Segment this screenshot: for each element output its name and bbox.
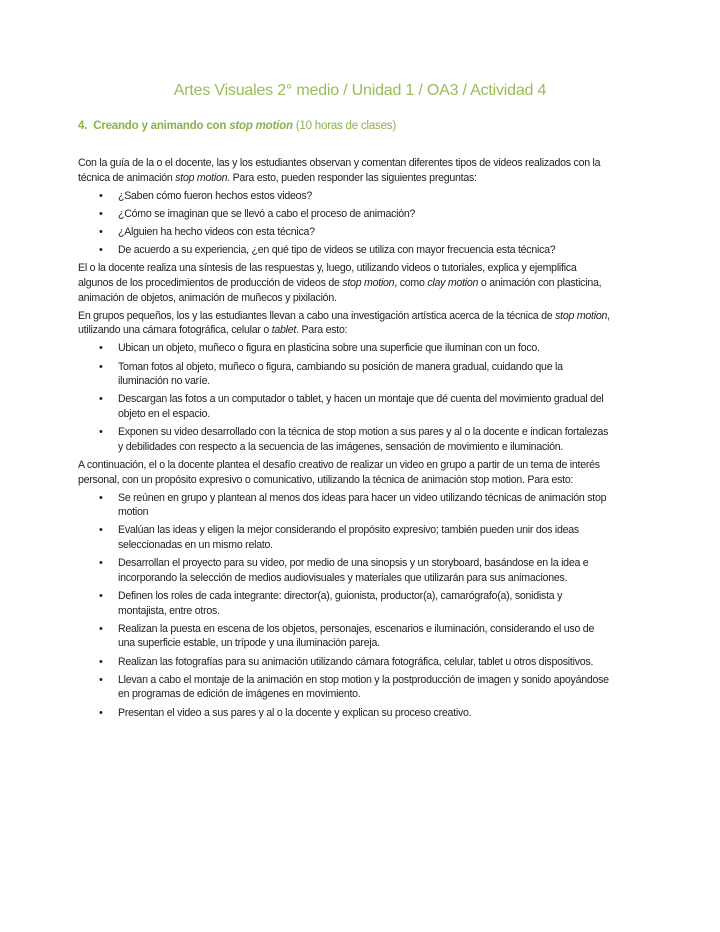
text: . Para esto, pueden responder las siguientes preguntas: xyxy=(227,171,477,184)
list-item: • Realizan la puesta en escena de los objetos, personajes, escenarios e iluminación, considerando el uso de una superficie estable, un trípode y una iluminación pareja. xyxy=(78,622,610,651)
list-item: • Toman fotos al objeto, muñeco o figura, cambiando su posición de manera gradual, cuidando que la iluminación no varíe. xyxy=(78,360,610,389)
list-item: • Realizan las fotografías para su animación utilizando cámara fotográfica, celular, tablet u otros dispositivos. xyxy=(78,655,610,670)
text: . Para esto: xyxy=(296,324,348,337)
heading-italic: stop motion xyxy=(229,120,293,132)
heading-number: 4. xyxy=(78,120,88,132)
section-heading xyxy=(78,120,396,132)
text-italic: clay motion xyxy=(427,277,479,290)
groups-paragraph xyxy=(78,309,610,338)
document-title: Artes Visuales 2° medio / Unidad 1 / OA3 / Actividad 4 xyxy=(173,82,547,99)
text-italic: stop motion xyxy=(555,309,608,322)
steps-list-2 xyxy=(78,491,610,720)
list-item: • ¿Cómo se imaginan que se llevó a cabo el proceso de animación? xyxy=(78,207,610,222)
text-italic: stop motion xyxy=(175,171,228,184)
steps-list-1 xyxy=(78,341,610,454)
list-item: • Evalúan las ideas y eligen la mejor considerando el propósito expresivo; también pueden unir dos ideas seleccionadas en un mismo relato. xyxy=(78,523,610,552)
synthesis-paragraph xyxy=(78,261,610,305)
intro-paragraph xyxy=(78,156,610,185)
list-item: • De acuerdo a su experiencia, ¿en qué tipo de videos se utiliza con mayor frecuencia esta técnica? xyxy=(78,243,610,258)
text: , utilizando una cámara fotográfica, celular o xyxy=(78,309,610,337)
list-item: • Desarrollan el proyecto para su video, por medio de una sinopsis y un storyboard, basándose en la idea e incorporando la selección de medios audiovisuales y materiales que utilizarán para sus animaciones. xyxy=(78,556,610,585)
heading-suffix: (10 horas de clases) xyxy=(295,120,396,132)
list-item: • Definen los roles de cada integrante: director(a), guionista, productor(a), camarógrafo(a), sonidista y montajista, entre otros. xyxy=(78,589,610,618)
list-item: • ¿Saben cómo fueron hechos estos videos? xyxy=(78,189,610,204)
questions-list xyxy=(78,189,610,258)
text: o animación con plasticina, animación de objetos, animación de muñecos y pixilación. xyxy=(78,277,602,304)
list-item: • Se reúnen en grupo y plantean al menos dos ideas para hacer un video utilizando técnicas de animación stop motion xyxy=(78,491,610,520)
heading-text: Creando y animando con xyxy=(93,120,227,132)
document-body xyxy=(78,156,610,724)
text: En grupos pequeños, los y las estudiantes llevan a cabo una investigación artística acerca de la técnica de xyxy=(78,309,556,322)
list-item: • Presentan el video a sus pares y al o la docente y explican su proceso creativo. xyxy=(78,706,610,721)
text-italic: tablet xyxy=(271,324,297,337)
challenge-paragraph: A continuación, el o la docente plantea el desafío creativo de realizar un video en grupo a partir de un tema de interés personal, con un propósito expresivo o comunicativo, utilizando la técnica de animación stop motion. Para esto: xyxy=(78,458,600,486)
text-italic: stop motion xyxy=(342,277,395,290)
text: El o la docente realiza una síntesis de las respuestas y, luego, utilizando videos o tutoriales, explica y ejemplifica algunos de los procedimientos de producción de videos de xyxy=(78,262,577,290)
text: Con la guía de la o el docente, las y los estudiantes observan y comentan diferentes tipos de videos realizados con la técnica de animación xyxy=(78,157,601,184)
list-item: • Descargan las fotos a un computador o tablet, y hacen un montaje que dé cuenta del movimiento gradual del objeto en el espacio. xyxy=(78,392,610,421)
list-item: • Llevan a cabo el montaje de la animación en stop motion y la postproducción de imagen y sonido apoyándose en programas de edición de imágenes en movimiento. xyxy=(78,673,610,702)
list-item: • Exponen su video desarrollado con la técnica de stop motion a sus pares y al o la docente e indican fortalezas y debilidades con respecto a la secuencia de las imágenes, sensación de movimiento e iluminación. xyxy=(78,425,610,454)
text: , como xyxy=(394,277,428,290)
list-item: • ¿Alguien ha hecho videos con esta técnica? xyxy=(78,225,610,240)
list-item: • Ubican un objeto, muñeco o figura en plasticina sobre una superficie que iluminan con un foco. xyxy=(78,341,610,356)
